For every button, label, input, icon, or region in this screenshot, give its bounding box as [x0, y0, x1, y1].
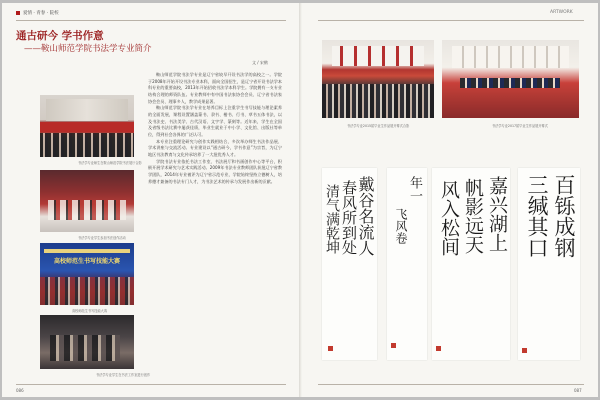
- scroll-2-column: 飞风卷: [394, 208, 408, 244]
- scroll-1-column: 春风所到处: [340, 180, 358, 255]
- banner-text: 高校师范生书写技能大赛: [53, 258, 120, 265]
- footer-rule-right: [318, 384, 584, 385]
- calligraphy-scroll-3: [432, 168, 510, 360]
- photo-calligraphy-activity: [40, 170, 134, 232]
- section-label: 爱情 · 青春 · 院校: [23, 11, 59, 16]
- page-gutter: [299, 3, 302, 397]
- calligraphy-scroll-1: [322, 168, 377, 360]
- photo-competition: [40, 243, 134, 305]
- photo-caption-6: 书法学专业2017届毕业生作品展开幕式: [492, 124, 548, 128]
- header-right-label: ARTWORK: [550, 10, 573, 15]
- seal-stamp: [328, 346, 333, 351]
- magazine-spread: [2, 3, 598, 397]
- section-marker: [16, 11, 20, 15]
- article-author: 文 / 宋鹤: [252, 60, 268, 65]
- page-number-left: 086: [16, 388, 24, 393]
- scroll-1-column: 清气满乾坤: [324, 184, 340, 254]
- article-subtitle: ——鞍山师范学院书法学专业简介: [24, 44, 152, 54]
- photo-caption-4: 书法学专业学生在书法工作室进行创作: [96, 373, 151, 377]
- article-title: 通古研今 学书作意: [16, 30, 104, 42]
- footer-rule-left: [16, 384, 286, 385]
- scroll-3-column: 帆影远天: [462, 178, 484, 254]
- photo-studio: [40, 315, 134, 369]
- photo-opening-ceremony: [442, 40, 579, 118]
- seal-stamp: [522, 348, 527, 353]
- photo-group-banner: [40, 95, 134, 157]
- calligraphy-scroll-2: [387, 168, 427, 360]
- page-number-right: 087: [574, 388, 582, 393]
- photo-caption-2: 书法学专业学生参加书法创作活动: [78, 236, 126, 240]
- scroll-4-column: 百铄成钢: [552, 174, 576, 258]
- photo-exhibition-group: [322, 40, 434, 118]
- seal-stamp: [436, 346, 441, 351]
- article-body: [148, 72, 282, 372]
- calligraphy-scroll-4: [518, 168, 580, 360]
- scroll-4-column: 三缄其口: [525, 174, 549, 258]
- scroll-3-column: 风入松间: [438, 180, 460, 256]
- header-rule-right: [318, 20, 584, 21]
- seal-stamp: [391, 343, 396, 348]
- scroll-3-column: 嘉兴湖上: [486, 176, 508, 252]
- photo-caption-5: 书法学专业2015届毕业生作品展开幕式合影: [347, 124, 410, 128]
- scroll-1-column: 戴谷名流人: [356, 176, 375, 256]
- scroll-2-column: 年一: [407, 176, 422, 202]
- paragraph: 鞍山师范学院书法学专业是辽宁省较早开设书法学的高校之一。学院于2008年开始开设书法专业本科，面向全国招生，是辽宁省开设书法学本科专业的重要高校，2013年开始招收书法学本科学生。学院拥有一支专业结构合理的师资队伍。专业教师中有中国书法家协会会员、辽宁省书法家协会会员、理事多人，教学成果显著。: [148, 72, 282, 104]
- paragraph: 学院书法专业依托书法工作室、书法展厅和书画创作中心等平台，积极开展学术研究与艺术实践活动。2009年书法专业教师团队获批辽宁省教学团队，2014年专业被评为辽宁省示范专业，学院始终坚持立德树人，培养德才兼备的书法专门人才，为书法艺术的传承与发展作出新的贡献。: [148, 158, 282, 184]
- paragraph: 鞍山师范学院书法学专业在培养目标上注重学生书写技能与理论素养的全面发展，课程设置涵盖篆书、隶书、楷书、行书、草书五体书法，以及书法史、书法美学、古代汉语、文字学、篆刻等。近年来，学生在全国及省级书法比赛中屡获佳绩，毕业生就业于中小学、文化馆、出版社等单位，得到社会各界的广泛认可。: [148, 105, 282, 137]
- photo-caption-3: 高校师范生书写技能大赛: [72, 309, 108, 313]
- paragraph: 本专业注重理论研究与创作实践相结合，多次举办师生书法作品展、学术讲座与交流活动。专业建设以“通古研今，学书作意”为宗旨，为辽宁地区书法教育与文化传承培养了一大批优秀人才。: [148, 138, 282, 157]
- photo-caption-1: 书法学专业师生在鞍山师范学院书法展厅合影: [78, 161, 142, 165]
- header-rule: [16, 20, 286, 21]
